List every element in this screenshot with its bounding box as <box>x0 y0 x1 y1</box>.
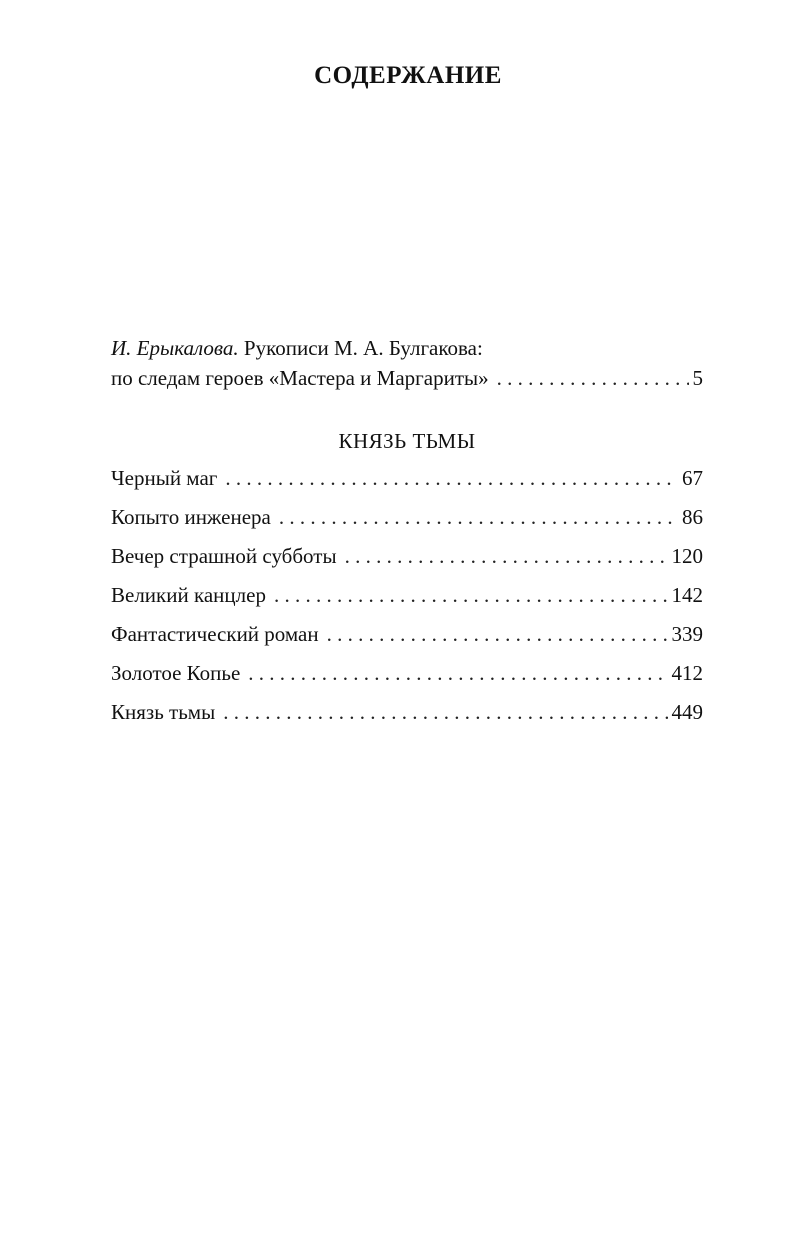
dot-leader <box>248 658 667 688</box>
intro-title-part-1: Рукописи М. А. Булгакова: <box>243 336 483 360</box>
toc-entry-label: Вечер страшной субботы <box>111 544 337 568</box>
toc-entry-label: Копыто инженера <box>111 505 271 529</box>
intro-page-number: 5 <box>692 366 703 390</box>
toc-entry-label: Князь тьмы <box>111 700 216 724</box>
dot-leader <box>225 463 678 493</box>
intro-title-part-2: по следам героев «Мастера и Маргариты» <box>111 366 489 390</box>
toc-entry-label: Великий канцлер <box>111 583 266 607</box>
toc-entry-label: Черный маг <box>111 466 218 490</box>
toc-list <box>111 463 703 736</box>
section-heading: КНЯЗЬ ТЬМЫ <box>338 429 476 453</box>
dot-leader <box>327 619 668 649</box>
page-title: СОДЕРЖАНИЕ <box>314 62 502 89</box>
toc-entry-page: 142 <box>671 583 703 607</box>
intro-line-1 <box>111 333 703 363</box>
toc-entry-page: 339 <box>671 622 703 646</box>
toc-entry-label: Золотое Копье <box>111 661 241 685</box>
dot-leader <box>274 580 668 610</box>
intro-entry <box>111 333 703 393</box>
toc-entry <box>111 697 703 736</box>
toc-entry-page: 120 <box>671 544 703 568</box>
toc-entry <box>111 502 703 541</box>
toc-entry-page: 449 <box>671 700 703 724</box>
toc-entry-label: Фантастический роман <box>111 622 319 646</box>
toc-entry <box>111 580 703 619</box>
dot-leader <box>223 697 667 727</box>
intro-line-2 <box>111 363 703 393</box>
toc-entry-page: 412 <box>671 661 703 685</box>
toc-entry <box>111 658 703 697</box>
dot-leader <box>345 541 668 571</box>
toc-entry <box>111 541 703 580</box>
toc-entry-page: 67 <box>682 466 703 490</box>
dot-leader <box>279 502 678 532</box>
dot-leader <box>497 363 689 393</box>
toc-entry-page: 86 <box>682 505 703 529</box>
toc-entry <box>111 619 703 658</box>
intro-author: И. Ерыкалова. <box>111 336 239 360</box>
toc-entry <box>111 463 703 502</box>
